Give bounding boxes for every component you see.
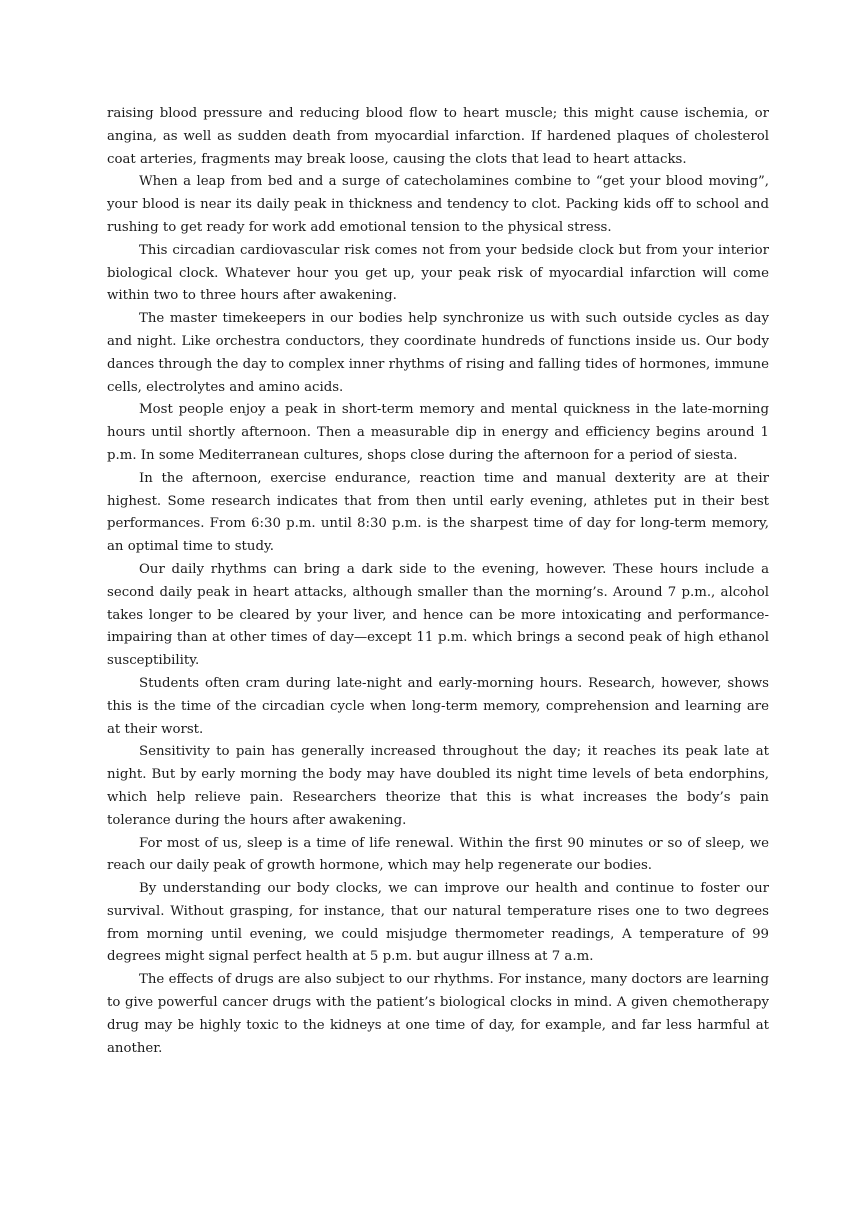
paragraph-11: By understanding our body clocks, we can improve our health and continue to foster our survival. Without grasping, for instance, that our natural temperature rises one to two degrees from morning until evening, we could misjudge thermometer readings, A temperature of 99 degrees might signal perfect health at 5 p.m. but augur illness at 7 a.m. bbox=[107, 881, 769, 965]
paragraph-10: For most of us, sleep is a time of life renewal. Within the first 90 minutes or so of sleep, we reach our daily peak of growth hormone, which may help regenerate our bodies. bbox=[107, 835, 769, 874]
document-body bbox=[107, 103, 769, 1060]
paragraph-12: The effects of drugs are also subject to our rhythms. For instance, many doctors are learning to give powerful cancer drugs with the patient’s biological clocks in mind. A given chemotherapy drug may be highly toxic to the kidneys at one time of day, for example, and far less harmful at another. bbox=[107, 972, 769, 1056]
paragraph-9: Sensitivity to pain has generally increased throughout the day; it reaches its peak late at night. But by early morning the body may have doubled its night time levels of beta endorphins, which help relieve pain. Researchers theorize that this is what increases the body’s pain tolerance during the hours after awakening. bbox=[107, 744, 769, 828]
paragraph-4: The master timekeepers in our bodies help synchronize us with such outside cycles as day and night. Like orchestra conductors, they coordinate hundreds of functions inside us. Our body dances through the day to complex inner rhythms of rising and falling tides of hormones, immune cells, electrolytes and amino acids. bbox=[107, 311, 769, 395]
paragraph-6: In the afternoon, exercise endurance, reaction time and manual dexterity are at their highest. Some research indicates that from then until early evening, athletes put in their best performances. From 6:30 p.m. until 8:30 p.m. is the sharpest time of day for long-term memory, an optimal time to study. bbox=[107, 470, 769, 555]
paragraph-7: Our daily rhythms can bring a dark side to the evening, however. These hours include a second daily peak in heart attacks, although smaller than the morning’s. Around 7 p.m., alcohol takes longer to be cleared by your liver, and hence can be more intoxicating and performance-impairing than at other times of day—except 11 p.m. which brings a second peak of high ethanol susceptibility. bbox=[107, 561, 769, 669]
paragraph-1: raising blood pressure and reducing blood flow to heart muscle; this might cause ischemia, or angina, as well as sudden death from myocardial infarction. If hardened plaques of cholesterol coat arteries, fragments may break loose, causing the clots that lead to heart attacks. bbox=[107, 106, 769, 167]
paragraph-3: This circadian cardiovascular risk comes not from your bedside clock but from your interior biological clock. Whatever hour you get up, your peak risk of myocardial infarction will come within two to three hours after awakening. bbox=[107, 242, 769, 304]
paragraph-5: Most people enjoy a peak in short-term memory and mental quickness in the late-morning hours until shortly afternoon. Then a measurable dip in energy and efficiency begins around 1 p.m. In some Mediterranean cultures, shops close during the afternoon for a period of siesta. bbox=[107, 402, 769, 463]
paragraph-8: Students often cram during late-night and early-morning hours. Research, however, shows this is the time of the circadian cycle when long-term memory, comprehension and learning are at their worst. bbox=[107, 675, 769, 737]
paragraph-2: When a leap from bed and a surge of catecholamines combine to “get your blood moving”, your blood is near its daily peak in thickness and tendency to clot. Packing kids off to school and rushing to get ready for work add emotional tension to the physical stress. bbox=[107, 174, 769, 235]
